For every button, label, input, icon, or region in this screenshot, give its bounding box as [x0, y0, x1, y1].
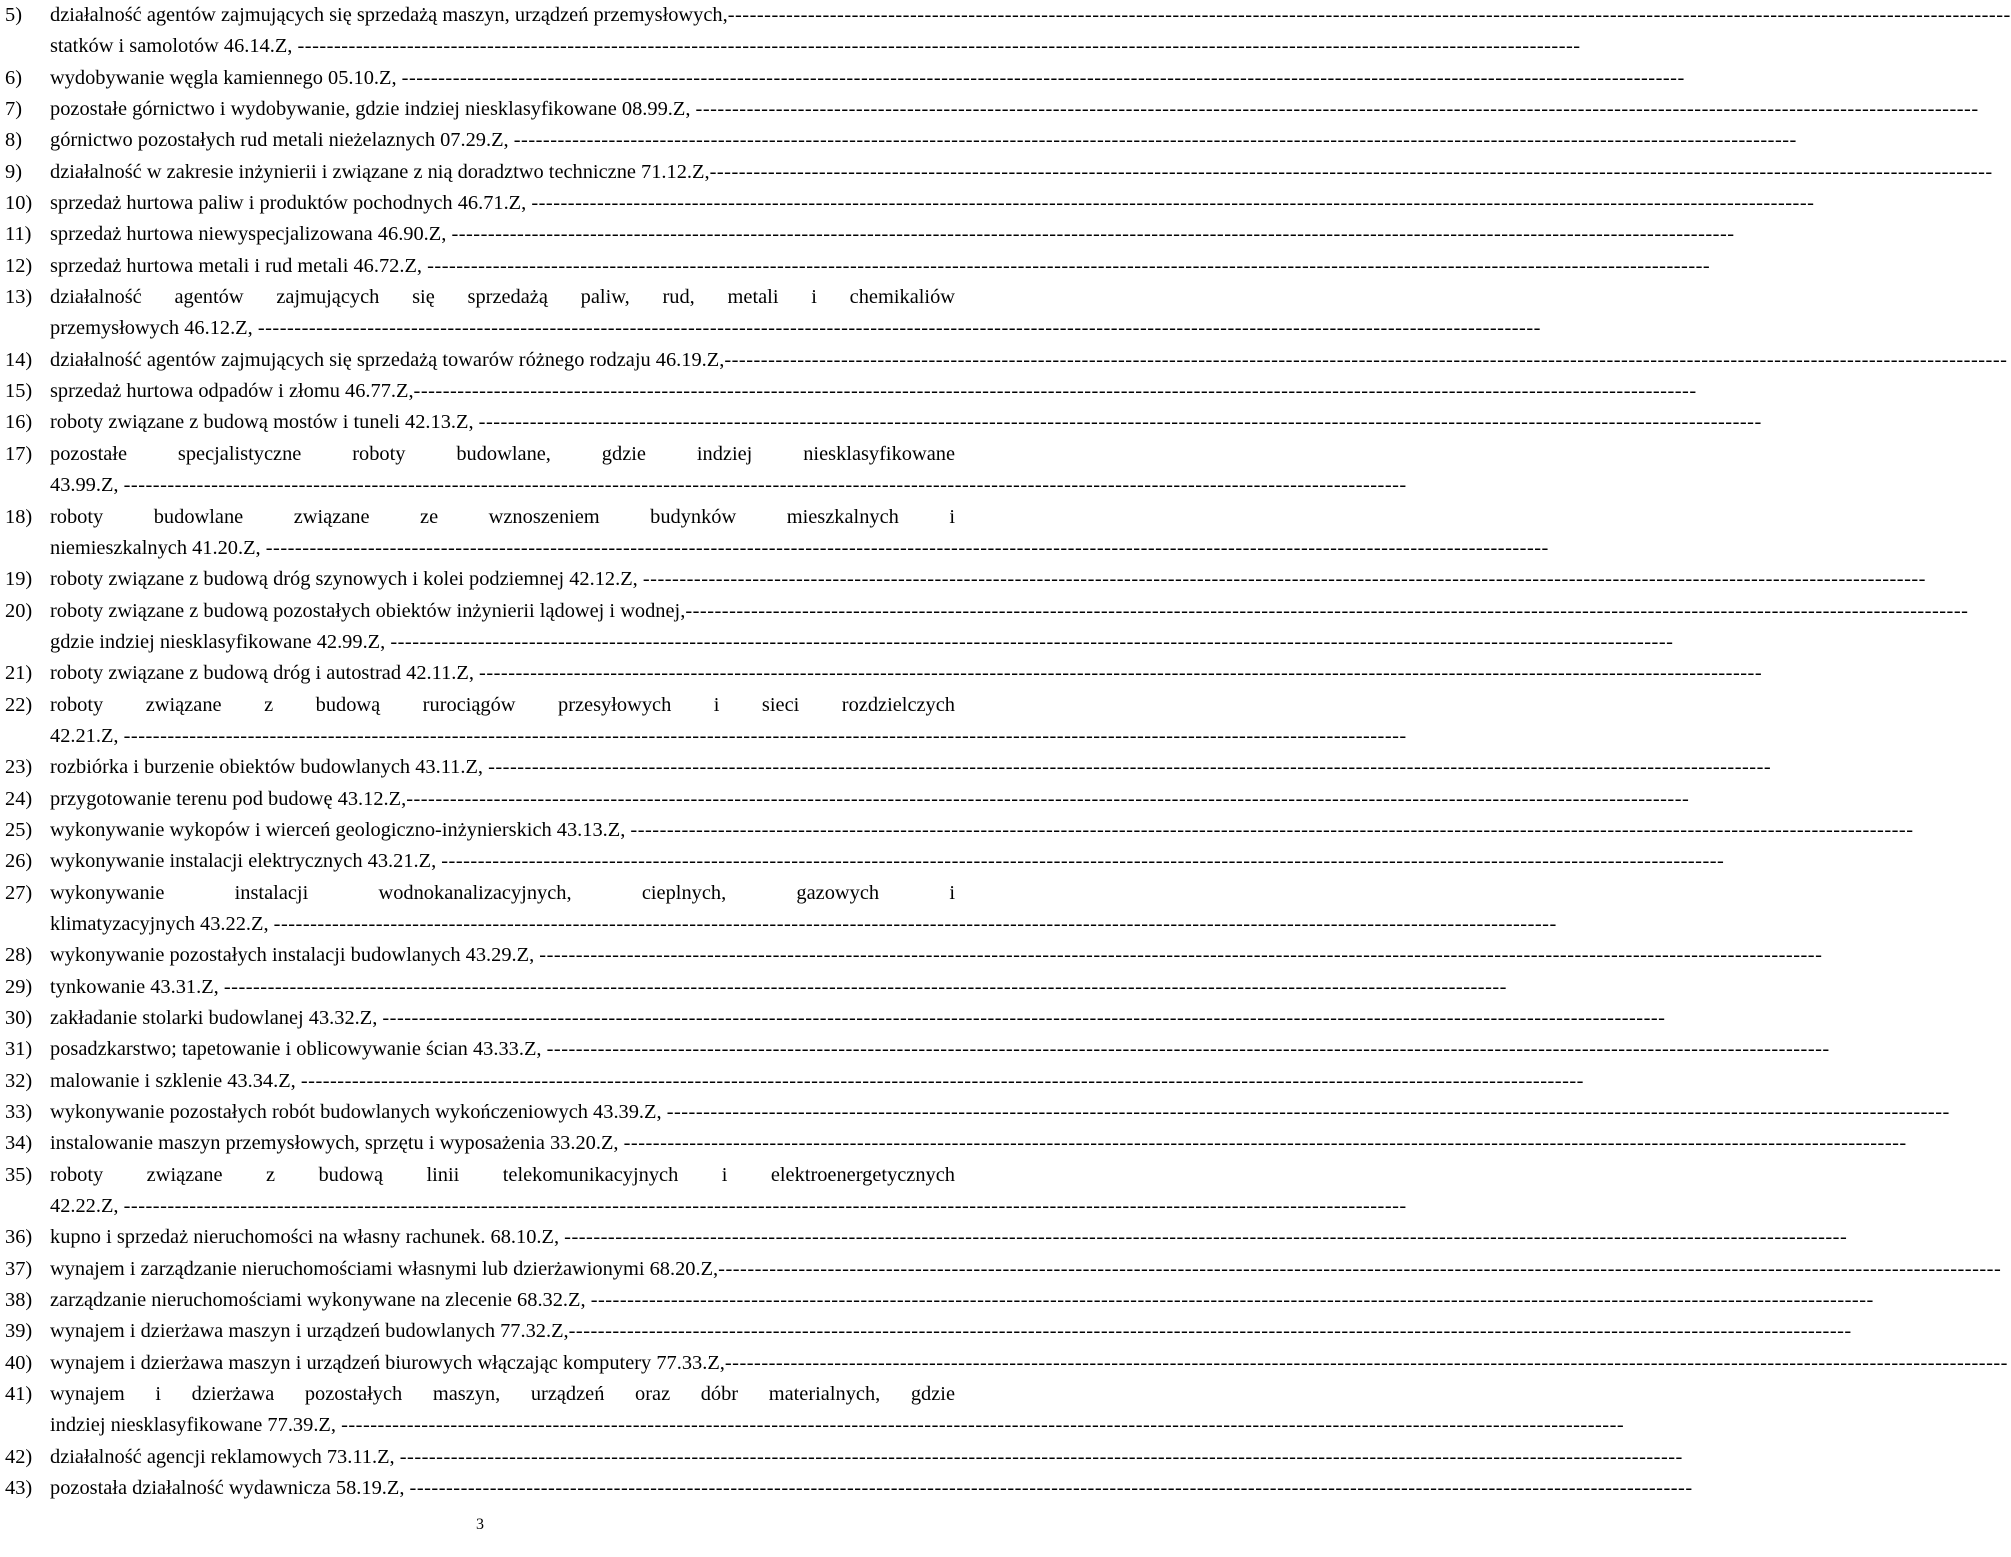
dash-filler: --------------------------------------------------------------------------------------------------------------------------------------------------------------------------------	[257, 317, 1541, 340]
list-item-line	[50, 1003, 1666, 1034]
list-item	[5, 1379, 1625, 1442]
dash-filler: --------------------------------------------------------------------------------------------------------------------------------------------------------------------------------	[709, 160, 1993, 183]
list-item	[5, 219, 1735, 250]
list-item-number: 26)	[5, 850, 33, 873]
list-item-number: 31)	[5, 1038, 33, 1061]
list-item-line-text: przygotowanie terenu pod budowę 43.12.Z,	[50, 787, 407, 810]
list-item-text	[50, 940, 1823, 971]
dash-filler: --------------------------------------------------------------------------------------------------------------------------------------------------------------------------------	[564, 1226, 1848, 1249]
dash-filler: --------------------------------------------------------------------------------------------------------------------------------------------------------------------------------	[479, 662, 1763, 685]
list-item-line-text: wydobywanie węgla kamiennego 05.10.Z,	[50, 66, 402, 89]
list-item-number: 14)	[5, 348, 33, 371]
list-item-line-text: wynajem i zarządzanie nieruchomościami własnymi lub dzierżawionymi 68.20.Z,	[50, 1257, 719, 1280]
list-item	[5, 846, 1725, 877]
list-item-line	[50, 1222, 1848, 1253]
list-item	[5, 752, 1772, 783]
list-item-line	[50, 313, 1541, 344]
list-item-text	[50, 1348, 2008, 1379]
list-item-line-text: działalność agencji reklamowych 73.11.Z,	[50, 1445, 400, 1468]
list-item-text	[50, 188, 1815, 219]
list-item-text	[50, 815, 1914, 846]
list-item-line	[50, 345, 2008, 376]
dash-filler: --------------------------------------------------------------------------------------------------------------------------------------------------------------------------------	[451, 223, 1735, 246]
list-item-line	[50, 1316, 1852, 1347]
list-item-line-text: przemysłowych 46.12.Z,	[50, 317, 258, 340]
list-item-line: wykonywanie instalacji wodnokanalizacyjnych, cieplnych, gazowych i	[50, 881, 955, 904]
list-item-line	[50, 596, 1969, 627]
list-item-text	[50, 1128, 1907, 1159]
list-item	[5, 658, 1763, 689]
list-item-text	[50, 1442, 1683, 1473]
list-item-line-text: gdzie indziej niesklasyfikowane 42.99.Z,	[50, 630, 391, 653]
list-item-line	[50, 1442, 1683, 1473]
list-item-text	[50, 658, 1763, 689]
list-item-line	[50, 31, 1581, 62]
list-item-text	[50, 752, 1772, 783]
list-item-line-text: roboty związane z budową dróg szynowych i kolei podziemnej 42.12.Z,	[50, 568, 643, 591]
list-item-line-text: wykonywanie wykopów i wierceń geologiczno-inżynierskich 43.13.Z,	[50, 818, 631, 841]
list-item-number: 21)	[5, 662, 33, 685]
list-item-text	[50, 972, 1507, 1003]
list-item	[5, 1473, 1693, 1504]
list-item-number: 6)	[5, 66, 22, 89]
list-item-line-text: sprzedaż hurtowa odpadów i złomu 46.77.Z,	[50, 380, 414, 403]
list-item-number: 39)	[5, 1320, 33, 1343]
list-item-line: roboty budowlane związane ze wznoszeniem budynków mieszkalnych i	[50, 505, 955, 528]
dash-filler: --------------------------------------------------------------------------------------------------------------------------------------------------------------------------------	[695, 98, 1979, 121]
dash-filler: --------------------------------------------------------------------------------------------------------------------------------------------------------------------------------	[642, 568, 1926, 591]
list-item	[5, 1285, 1874, 1316]
dash-filler: --------------------------------------------------------------------------------------------------------------------------------------------------------------------------------	[265, 536, 1549, 559]
list-item-line-text: górnictwo pozostałych rud metali nieżelaznych 07.29.Z,	[50, 129, 514, 152]
list-item	[5, 0, 2011, 63]
list-item-line	[50, 94, 1979, 125]
dash-filler: --------------------------------------------------------------------------------------------------------------------------------------------------------------------------------	[724, 348, 2008, 371]
dash-filler: --------------------------------------------------------------------------------------------------------------------------------------------------------------------------------	[590, 1289, 1874, 1312]
list-item-number: 13)	[5, 286, 33, 309]
list-item	[5, 376, 1697, 407]
dash-filler: --------------------------------------------------------------------------------------------------------------------------------------------------------------------------------	[409, 1477, 1693, 1500]
list-item-line-text: instalowanie maszyn przemysłowych, sprzętu i wyposażenia 33.20.Z,	[50, 1132, 624, 1155]
list-item-number: 41)	[5, 1383, 33, 1406]
list-item-line	[50, 1410, 1625, 1441]
list-item	[5, 784, 1690, 815]
list-item-line-text: niemieszkalnych 41.20.Z,	[50, 536, 266, 559]
list-item-line	[50, 219, 1735, 250]
list-item	[5, 63, 1685, 94]
list-item-number: 10)	[5, 192, 33, 215]
list-item-line	[50, 1191, 1407, 1222]
dash-filler: --------------------------------------------------------------------------------------------------------------------------------------------------------------------------------	[123, 724, 1407, 747]
list-item	[5, 439, 1407, 502]
list-item-number: 35)	[5, 1163, 33, 1186]
dash-filler: --------------------------------------------------------------------------------------------------------------------------------------------------------------------------------	[123, 474, 1407, 497]
list-item-text	[50, 94, 1979, 125]
list-item-number: 42)	[5, 1445, 33, 1468]
dash-filler: --------------------------------------------------------------------------------------------------------------------------------------------------------------------------------	[223, 975, 1507, 998]
list-item-text	[50, 157, 1993, 188]
list-item-line-text: klimatyzacyjnych 43.22.Z,	[50, 912, 274, 935]
list-item-line: roboty związane z budową rurociągów przesyłowych i sieci rozdzielczych	[50, 693, 955, 716]
list-item	[5, 188, 1815, 219]
list-item-line-text: posadzkarstwo; tapetowanie i oblicowywanie ścian 43.33.Z,	[50, 1038, 547, 1061]
dash-filler: --------------------------------------------------------------------------------------------------------------------------------------------------------------------------------	[123, 1195, 1407, 1218]
list-item-number: 25)	[5, 818, 33, 841]
list-item-text	[50, 407, 1762, 438]
list-item-line	[50, 251, 1711, 282]
dash-filler: --------------------------------------------------------------------------------------------------------------------------------------------------------------------------------	[623, 1132, 1907, 1155]
list-item	[5, 157, 1993, 188]
list-item-line	[50, 909, 1557, 940]
list-item-line	[50, 0, 2011, 31]
list-item-number: 36)	[5, 1226, 33, 1249]
list-item	[5, 407, 1762, 438]
dash-filler: --------------------------------------------------------------------------------------------------------------------------------------------------------------------------------	[630, 818, 1914, 841]
list-item-number: 8)	[5, 129, 22, 152]
dash-filler: --------------------------------------------------------------------------------------------------------------------------------------------------------------------------------	[546, 1038, 1830, 1061]
list-item-text	[50, 784, 1690, 815]
list-item-line	[50, 940, 1823, 971]
list-item-text	[50, 1160, 1407, 1223]
list-item-line-text: zarządzanie nieruchomościami wykonywane na zlecenie 68.32.Z,	[50, 1289, 591, 1312]
list-item-text	[50, 1003, 1666, 1034]
dash-filler: --------------------------------------------------------------------------------------------------------------------------------------------------------------------------------	[382, 1007, 1666, 1029]
list-item-line-text: kupno i sprzedaż nieruchomości na własny rachunek. 68.10.Z,	[50, 1226, 565, 1249]
list-item-line: roboty związane z budową linii telekomunikacyjnych i elektroenergetycznych	[50, 1163, 955, 1186]
list-item-text	[50, 63, 1685, 94]
list-item-number: 23)	[5, 756, 33, 779]
list-item-line-text: sprzedaż hurtowa paliw i produktów pochodnych 46.71.Z,	[50, 192, 532, 215]
list-item-line-text: tynkowanie 43.31.Z,	[50, 975, 224, 998]
list-item	[5, 878, 1557, 941]
dash-filler: --------------------------------------------------------------------------------------------------------------------------------------------------------------------------------	[300, 1069, 1584, 1092]
document-body	[5, 0, 2011, 1505]
list-item-line	[50, 1285, 1874, 1316]
list-item-number: 37)	[5, 1257, 33, 1280]
list-item-number: 22)	[5, 693, 33, 716]
dash-filler: --------------------------------------------------------------------------------------------------------------------------------------------------------------------------------	[406, 787, 1690, 810]
dash-filler: --------------------------------------------------------------------------------------------------------------------------------------------------------------------------------	[478, 411, 1762, 434]
list-item-number: 43)	[5, 1477, 33, 1500]
list-item	[5, 502, 1549, 565]
list-item-text	[50, 345, 2008, 376]
list-item-number: 34)	[5, 1132, 33, 1155]
list-item-text	[50, 1254, 2002, 1285]
list-item	[5, 1348, 2008, 1379]
list-item-text	[50, 219, 1735, 250]
list-item-line	[50, 533, 1549, 564]
list-item-text	[50, 0, 2011, 63]
list-item-line-text: 43.99.Z,	[50, 474, 124, 497]
list-item-line-text: sprzedaż hurtowa niewyspecjalizowana 46.90.Z,	[50, 223, 452, 246]
list-item-text	[50, 596, 1969, 659]
list-item	[5, 1160, 1407, 1223]
list-item-number: 7)	[5, 98, 22, 121]
list-item-number: 29)	[5, 975, 33, 998]
list-item-line-text: działalność agentów zajmujących się sprzedażą towarów różnego rodzaju 46.19.Z,	[50, 348, 725, 371]
list-item-text	[50, 125, 1797, 156]
list-item-line	[50, 407, 1762, 438]
list-item-line-text: wykonywanie pozostałych instalacji budowlanych 43.29.Z,	[50, 944, 540, 967]
list-item-line-text: wykonywanie pozostałych robót budowlanych wykończeniowych 43.39.Z,	[50, 1101, 667, 1124]
list-item-text	[50, 878, 1557, 941]
list-item-line	[50, 63, 1685, 94]
list-item-line-text: indziej niesklasyfikowane 77.39.Z,	[50, 1414, 342, 1437]
list-item-number: 16)	[5, 411, 33, 434]
list-item-line-text: 42.22.Z,	[50, 1195, 124, 1218]
list-item-number: 20)	[5, 599, 33, 622]
list-item-number: 11)	[5, 223, 32, 246]
list-item-line	[50, 1034, 1830, 1065]
list-item-text	[50, 282, 1541, 345]
list-item	[5, 1097, 1950, 1128]
list-item-line-text: pozostałe górnictwo i wydobywanie, gdzie indziej niesklasyfikowane 08.99.Z,	[50, 98, 696, 121]
list-item	[5, 1034, 1830, 1065]
list-item-line-text: malowanie i szklenie 43.34.Z,	[50, 1069, 301, 1092]
list-item-line	[50, 188, 1815, 219]
list-item-line	[50, 1128, 1907, 1159]
list-item	[5, 972, 1507, 1003]
list-item-line	[50, 470, 1407, 501]
list-item-text	[50, 1285, 1874, 1316]
list-item-line-text: zakładanie stolarki budowlanej 43.32.Z,	[50, 1007, 383, 1029]
list-item-line: wynajem i dzierżawa pozostałych maszyn, urządzeń oraz dóbr materialnych, gdzie	[50, 1383, 955, 1406]
list-item-number: 40)	[5, 1351, 33, 1374]
dash-filler: --------------------------------------------------------------------------------------------------------------------------------------------------------------------------------	[685, 599, 1969, 622]
list-item-line	[50, 1348, 2008, 1379]
list-item-line: działalność agentów zajmujących się sprzedażą paliw, rud, metali i chemikaliów	[50, 286, 955, 309]
list-item-number: 24)	[5, 787, 33, 810]
list-item-line	[50, 721, 1407, 752]
dash-filler: --------------------------------------------------------------------------------------------------------------------------------------------------------------------------------	[488, 756, 1772, 779]
list-item	[5, 1003, 1666, 1034]
list-item-line	[50, 784, 1690, 815]
list-item-line-text: rozbiórka i burzenie obiektów budowlanych 43.11.Z,	[50, 756, 489, 779]
list-item	[5, 282, 1541, 345]
page-number: 3	[476, 1516, 484, 1533]
list-item-line	[50, 564, 1926, 595]
list-item-text	[50, 690, 1407, 753]
list-item-text	[50, 1379, 1625, 1442]
list-item	[5, 1128, 1907, 1159]
dash-filler: --------------------------------------------------------------------------------------------------------------------------------------------------------------------------------	[568, 1320, 1852, 1343]
dash-filler: --------------------------------------------------------------------------------------------------------------------------------------------------------------------------------	[401, 66, 1685, 89]
list-item-number: 19)	[5, 568, 33, 591]
list-item	[5, 125, 1797, 156]
list-item-line	[50, 1066, 1584, 1097]
list-item-line-text: roboty związane z budową mostów i tuneli 42.13.Z,	[50, 411, 479, 434]
list-item-line-text: działalność agentów zajmujących się sprzedażą maszyn, urządzeń przemysłowych,	[50, 4, 728, 26]
dash-filler: --------------------------------------------------------------------------------------------------------------------------------------------------------------------------------	[399, 1445, 1683, 1468]
list-item-text	[50, 1316, 1852, 1347]
list-item-line	[50, 125, 1797, 156]
dash-filler: --------------------------------------------------------------------------------------------------------------------------------------------------------------------------------	[273, 912, 1557, 935]
list-item-text	[50, 1066, 1584, 1097]
dash-filler: --------------------------------------------------------------------------------------------------------------------------------------------------------------------------------	[727, 4, 2011, 26]
list-item-line-text: wykonywanie instalacji elektrycznych 43.21.Z,	[50, 850, 442, 873]
dash-filler: --------------------------------------------------------------------------------------------------------------------------------------------------------------------------------	[413, 380, 1697, 403]
list-item	[5, 690, 1407, 753]
list-item-number: 32)	[5, 1069, 33, 1092]
list-item	[5, 94, 1979, 125]
list-item-number: 18)	[5, 505, 33, 528]
list-item-number: 5)	[5, 4, 22, 26]
dash-filler: --------------------------------------------------------------------------------------------------------------------------------------------------------------------------------	[539, 944, 1823, 967]
list-item-text	[50, 846, 1725, 877]
list-item-number: 9)	[5, 160, 22, 183]
list-item-number: 28)	[5, 944, 33, 967]
list-item	[5, 940, 1823, 971]
list-item-line	[50, 846, 1725, 877]
list-item	[5, 596, 1969, 659]
list-item-text	[50, 251, 1711, 282]
list-item	[5, 1316, 1852, 1347]
list-item-line	[50, 1473, 1693, 1504]
dash-filler: --------------------------------------------------------------------------------------------------------------------------------------------------------------------------------	[297, 35, 1581, 58]
dash-filler: --------------------------------------------------------------------------------------------------------------------------------------------------------------------------------	[390, 630, 1674, 653]
list-item	[5, 1222, 1848, 1253]
list-item-number: 30)	[5, 1007, 33, 1029]
list-item-text	[50, 1473, 1693, 1504]
list-item-line	[50, 157, 1993, 188]
list-item-line	[50, 815, 1914, 846]
list-item-text	[50, 1034, 1830, 1065]
list-item-line	[50, 1097, 1950, 1128]
list-item	[5, 815, 1914, 846]
list-item-text	[50, 1222, 1848, 1253]
list-item-number: 27)	[5, 881, 33, 904]
list-item-line-text: roboty związane z budową dróg i autostrad 42.11.Z,	[50, 662, 480, 685]
list-item-line: pozostałe specjalistyczne roboty budowlane, gdzie indziej niesklasyfikowane	[50, 442, 955, 465]
list-item	[5, 1066, 1584, 1097]
list-item-number: 17)	[5, 442, 33, 465]
list-item-number: 38)	[5, 1289, 33, 1312]
list-item-line-text: statków i samolotów 46.14.Z,	[50, 35, 298, 58]
list-item-text	[50, 502, 1549, 565]
list-item-text	[50, 376, 1697, 407]
list-item-line	[50, 376, 1697, 407]
list-item-line-text: sprzedaż hurtowa metali i rud metali 46.72.Z,	[50, 254, 428, 277]
list-item-line-text: 42.21.Z,	[50, 724, 124, 747]
dash-filler: --------------------------------------------------------------------------------------------------------------------------------------------------------------------------------	[666, 1101, 1950, 1124]
list-item-number: 15)	[5, 380, 33, 403]
list-item-line-text: działalność w zakresie inżynierii i związane z nią doradztwo techniczne 71.12.Z,	[50, 160, 710, 183]
list-item-line-text: roboty związane z budową pozostałych obiektów inżynierii lądowej i wodnej,	[50, 599, 686, 622]
dash-filler: --------------------------------------------------------------------------------------------------------------------------------------------------------------------------------	[531, 192, 1815, 215]
dash-filler: --------------------------------------------------------------------------------------------------------------------------------------------------------------------------------	[441, 850, 1725, 873]
list-item	[5, 345, 2008, 376]
list-item-text	[50, 564, 1926, 595]
list-item-text	[50, 439, 1407, 502]
list-item	[5, 1254, 2002, 1285]
list-item-line	[50, 658, 1763, 689]
list-item-line-text: wynajem i dzierżawa maszyn i urządzeń budowlanych 77.32.Z,	[50, 1320, 569, 1343]
list-item-line	[50, 627, 1674, 658]
list-item-line-text: wynajem i dzierżawa maszyn i urządzeń biurowych włączając komputery 77.33.Z,	[50, 1351, 725, 1374]
dash-filler: --------------------------------------------------------------------------------------------------------------------------------------------------------------------------------	[513, 129, 1797, 152]
list-item-line	[50, 752, 1772, 783]
list-item	[5, 1442, 1683, 1473]
list-item-line	[50, 1254, 2002, 1285]
list-item-line-text: pozostała działalność wydawnicza 58.19.Z,	[50, 1477, 410, 1500]
list-item	[5, 251, 1711, 282]
dash-filler: --------------------------------------------------------------------------------------------------------------------------------------------------------------------------------	[724, 1351, 2008, 1374]
list-item	[5, 564, 1926, 595]
list-item-number: 12)	[5, 254, 33, 277]
dash-filler: --------------------------------------------------------------------------------------------------------------------------------------------------------------------------------	[427, 254, 1711, 277]
list-item-line	[50, 972, 1507, 1003]
dash-filler: --------------------------------------------------------------------------------------------------------------------------------------------------------------------------------	[718, 1257, 2002, 1280]
list-item-number: 33)	[5, 1101, 33, 1124]
list-item-text	[50, 1097, 1950, 1128]
dash-filler: --------------------------------------------------------------------------------------------------------------------------------------------------------------------------------	[341, 1414, 1625, 1437]
